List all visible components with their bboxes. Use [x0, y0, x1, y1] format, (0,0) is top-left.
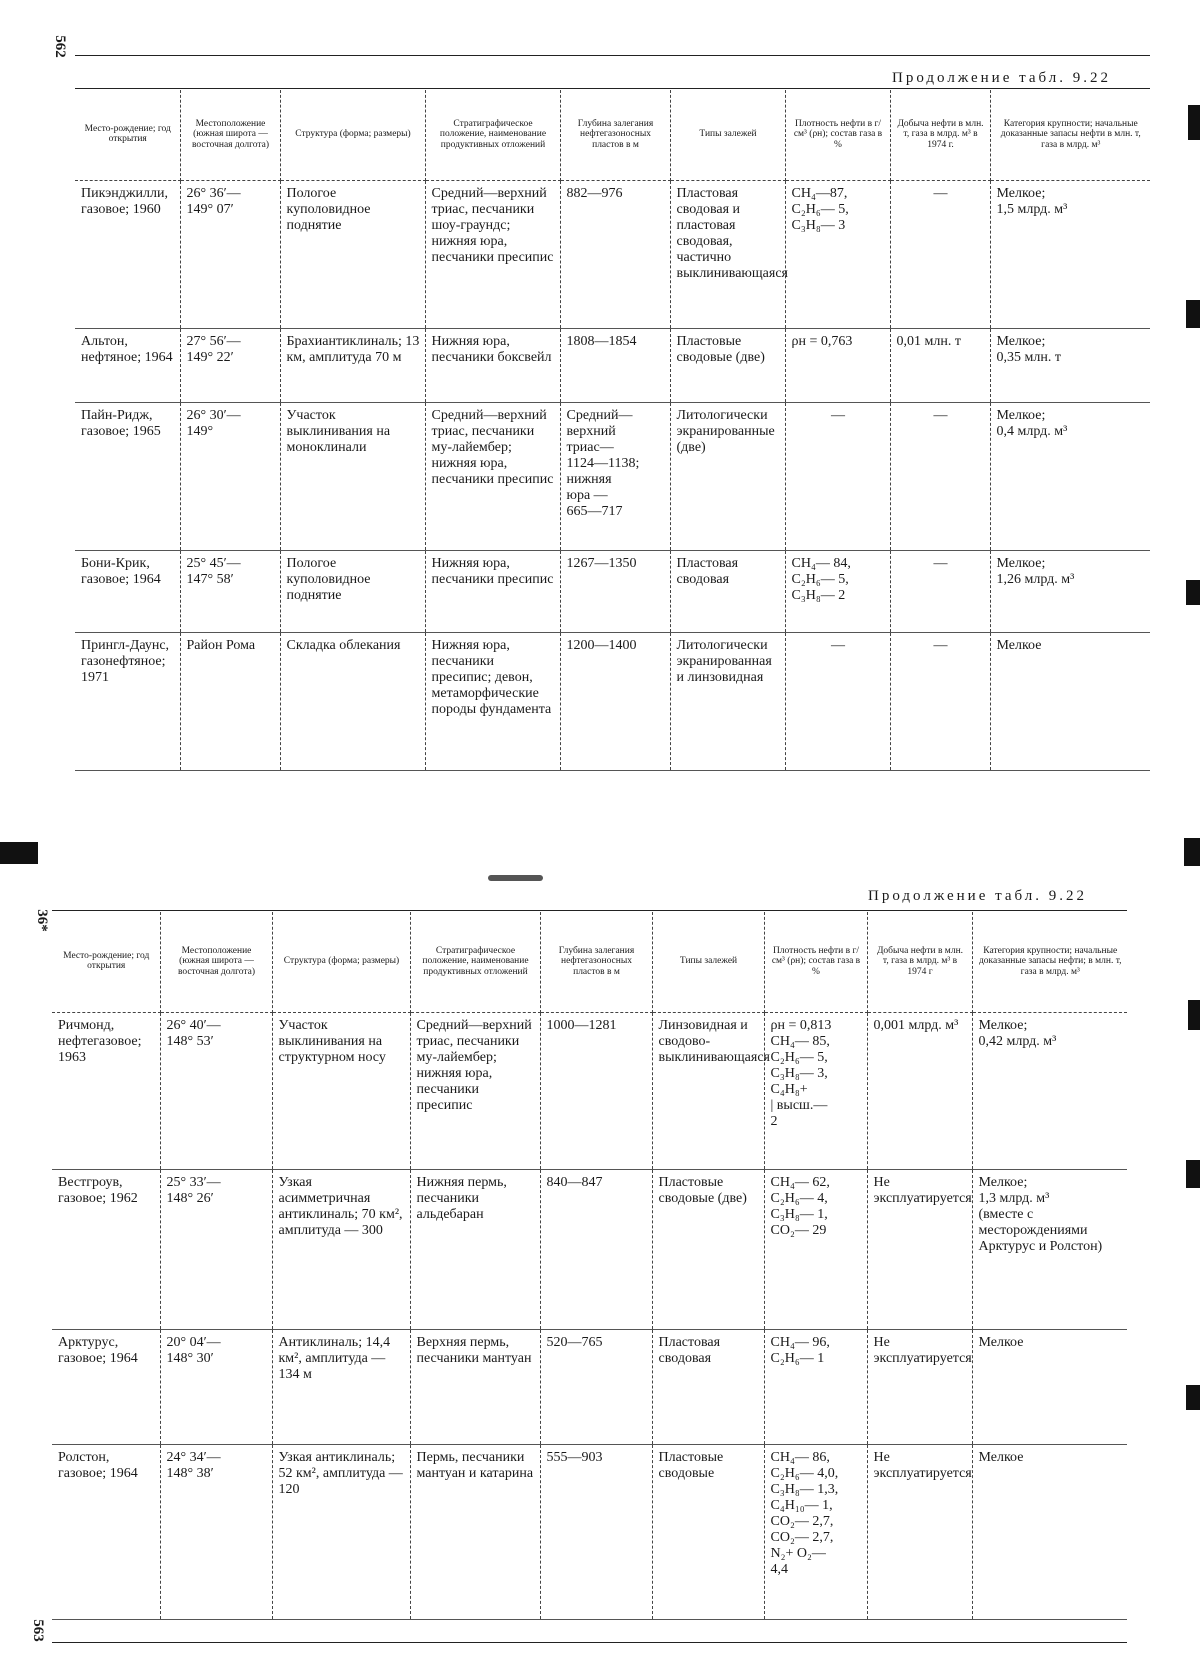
cell-stratigraphy: Нижняя пермь, песчаники альдебаран	[410, 1169, 540, 1329]
header-depth: Глубина залегания нефтегазоносных пластов в м	[560, 90, 670, 180]
table-row	[75, 328, 1150, 402]
table-header-row	[52, 912, 1127, 1012]
oil-gas-fields-table-top	[75, 90, 1150, 771]
cell-depth: 520—765	[540, 1329, 652, 1444]
signature-mark: 36*	[33, 909, 50, 932]
cell-deposit-type: Пластовая сводовая	[670, 550, 785, 632]
page-number: 563	[29, 1619, 46, 1642]
table-row	[52, 1444, 1127, 1619]
cell-field: Бони-Крик, газовое; 1964	[75, 550, 180, 632]
cell-production: 0,01 млн. т	[890, 328, 990, 402]
cell-deposit-type: Пластовые сводовые	[652, 1444, 764, 1619]
cell-depth: 555—903	[540, 1444, 652, 1619]
cell-field: Пикэнджилли, газовое; 1960	[75, 180, 180, 328]
cell-structure: Антиклиналь; 14,4 км², амплитуда — 134 м	[272, 1329, 410, 1444]
cell-deposit-type: Пластовая сводовая и пластовая сводовая, частично выклинивающаяся	[670, 180, 785, 328]
header-density-composition: Плотность нефти в г/см³ (ρн); состав газа в %	[764, 912, 867, 1012]
cell-production: Не эксплуатируется	[867, 1444, 972, 1619]
bottom-rule	[52, 1642, 1127, 1643]
scan-edge-mark	[1186, 1160, 1200, 1188]
cell-depth: 1267—1350	[560, 550, 670, 632]
header-deposit-types: Типы залежей	[652, 912, 764, 1012]
cell-size-category: Мелкое	[972, 1444, 1127, 1619]
cell-depth: 840—847	[540, 1169, 652, 1329]
cell-production: —	[890, 180, 990, 328]
table-continuation-caption: Продолжение табл. 9.22	[892, 70, 1111, 86]
cell-field: Альтон, нефтяное; 1964	[75, 328, 180, 402]
cell-density: —	[785, 632, 890, 770]
table-row	[52, 1012, 1127, 1169]
cell-production: —	[890, 402, 990, 550]
table-row	[75, 550, 1150, 632]
cell-location: 25° 45′— 147° 58′	[180, 550, 280, 632]
cell-production: Не эксплуатируется	[867, 1329, 972, 1444]
cell-structure: Узкая антиклиналь; 52 км², амплитуда — 120	[272, 1444, 410, 1619]
cell-size-category: Мелкое; 1,3 млрд. м³ (вместе с месторождениями Арктурус и Ролстон)	[972, 1169, 1127, 1329]
table-row	[75, 402, 1150, 550]
cell-deposit-type: Пластовые сводовые (две)	[652, 1169, 764, 1329]
cell-location: 20° 04′— 148° 30′	[160, 1329, 272, 1444]
cell-deposit-type: Пластовая сводовая	[652, 1329, 764, 1444]
table-continuation-caption: Продолжение табл. 9.22	[868, 888, 1087, 904]
header-location: Местоположение (южная широта — восточная долгота)	[160, 912, 272, 1012]
table-row	[75, 180, 1150, 328]
cell-location: 27° 56′— 149° 22′	[180, 328, 280, 402]
cell-deposit-type: Линзовидная и сводово-выклинивающаяся	[652, 1012, 764, 1169]
cell-density: ρн = 0,763	[785, 328, 890, 402]
cell-stratigraphy: Средний—верхний триас, песчаники шоу-граундс; нижняя юра, песчаники пресипис	[425, 180, 560, 328]
cell-location: 25° 33′— 148° 26′	[160, 1169, 272, 1329]
cell-stratigraphy: Средний—верхний триас, песчаники му-лайембер; нижняя юра, песчаники пресипис	[410, 1012, 540, 1169]
cell-depth: 1808—1854	[560, 328, 670, 402]
scan-binding-shadow	[0, 842, 38, 864]
cell-location: 26° 30′— 149°	[180, 402, 280, 550]
cell-size-category: Мелкое	[990, 632, 1150, 770]
cell-production: 0,001 млрд. м³	[867, 1012, 972, 1169]
header-rule	[75, 88, 1150, 89]
cell-structure: Участок выклинивания на структурном носу	[272, 1012, 410, 1169]
cell-structure: Складка облекания	[280, 632, 425, 770]
cell-stratigraphy: Средний—верхний триас, песчаники му-лайембер; нижняя юра, песчаники пресипис	[425, 402, 560, 550]
table-header-row	[75, 90, 1150, 180]
cell-field: Ролстон, газовое; 1964	[52, 1444, 160, 1619]
cell-density: —	[785, 402, 890, 550]
oil-gas-fields-table-bottom	[52, 912, 1127, 1620]
top-rule	[75, 55, 1150, 56]
table-row	[52, 1169, 1127, 1329]
scan-edge-mark	[1184, 838, 1200, 866]
cell-production: —	[890, 550, 990, 632]
cell-structure: Пологое куполовидное поднятие	[280, 550, 425, 632]
cell-density: CH₄— 62, C₂H₆— 4, C₃H₈— 1, CO₂— 29	[764, 1169, 867, 1329]
cell-density: CH₄— 86, C₂H₆— 4,0, C₃H₈— 1,3, C₄H₁₀— 1, CO₂— 2,7, CO₂— 2,7, N₂+ O₂— 4,4	[764, 1444, 867, 1619]
cell-depth: 882—976	[560, 180, 670, 328]
cell-density: CH₄—87, C₂H₆— 5, C₃H₈— 3	[785, 180, 890, 328]
cell-size-category: Мелкое; 0,42 млрд. м³	[972, 1012, 1127, 1169]
cell-location: 26° 40′— 148° 53′	[160, 1012, 272, 1169]
cell-structure: Пологое куполовидное поднятие	[280, 180, 425, 328]
header-field: Место-рождение; год открытия	[75, 90, 180, 180]
header-production: Добыча нефти в млн. т, газа в млрд. м³ в 1974 г	[867, 912, 972, 1012]
header-size-category: Категория крупности; начальные доказанные запасы нефти; в млн. т, газа в млрд. м³	[972, 912, 1127, 1012]
scan-edge-mark	[1186, 580, 1200, 605]
scan-edge-mark	[1186, 1385, 1200, 1410]
page-number: 562	[51, 35, 68, 58]
cell-field: Вестгроув, газовое; 1962	[52, 1169, 160, 1329]
cell-depth: 1200—1400	[560, 632, 670, 770]
table-row	[52, 1329, 1127, 1444]
cell-field: Пайн-Ридж, газовое; 1965	[75, 402, 180, 550]
header-structure: Структура (форма; размеры)	[272, 912, 410, 1012]
header-rule	[52, 910, 1127, 911]
header-field: Место-рождение; год открытия	[52, 912, 160, 1012]
cell-stratigraphy: Нижняя юра, песчаники пресипис	[425, 550, 560, 632]
header-location: Местоположение (южная широта — восточная долгота)	[180, 90, 280, 180]
scan-edge-mark	[1188, 1000, 1200, 1030]
cell-production: —	[890, 632, 990, 770]
cell-depth: 1000—1281	[540, 1012, 652, 1169]
cell-deposit-type: Литологически экранированные (две)	[670, 402, 785, 550]
cell-density: CH₄— 84, C₂H₆— 5, C₃H₈— 2	[785, 550, 890, 632]
cell-deposit-type: Пластовые сводовые (две)	[670, 328, 785, 402]
scan-edge-mark	[1186, 300, 1200, 328]
header-depth: Глубина залегания нефтегазоносных пластов в м	[540, 912, 652, 1012]
cell-size-category: Мелкое; 0,4 млрд. м³	[990, 402, 1150, 550]
cell-size-category: Мелкое; 1,5 млрд. м³	[990, 180, 1150, 328]
cell-location: Район Рома	[180, 632, 280, 770]
cell-stratigraphy: Пермь, песчаники мантуан и катарина	[410, 1444, 540, 1619]
cell-location: 24° 34′— 148° 38′	[160, 1444, 272, 1619]
cell-structure: Узкая асимметричная антиклиналь; 70 км², амплитуда — 300	[272, 1169, 410, 1329]
cell-stratigraphy: Нижняя юра, песчаники боксвейл	[425, 328, 560, 402]
cell-location: 26° 36′— 149° 07′	[180, 180, 280, 328]
cell-structure: Участок выклинивания на моноклинали	[280, 402, 425, 550]
header-deposit-types: Типы залежей	[670, 90, 785, 180]
cell-size-category: Мелкое	[972, 1329, 1127, 1444]
cell-stratigraphy: Нижняя юра, песчаники пресипис; девон, метаморфические породы фундамента	[425, 632, 560, 770]
header-stratigraphy: Стратиграфическое положение, наименование продуктивных отложений	[425, 90, 560, 180]
cell-density: CH₄— 96, C₂H₆— 1	[764, 1329, 867, 1444]
cell-field: Арктурус, газовое; 1964	[52, 1329, 160, 1444]
header-stratigraphy: Стратиграфическое положение, наименование продуктивных отложений	[410, 912, 540, 1012]
cell-size-category: Мелкое; 1,26 млрд. м³	[990, 550, 1150, 632]
table-row	[75, 632, 1150, 770]
cell-field: Прингл-Даунс, газонефтяное; 1971	[75, 632, 180, 770]
cell-stratigraphy: Верхняя пермь, песчаники мантуан	[410, 1329, 540, 1444]
header-production: Добыча нефти в млн. т, газа в млрд. м³ в 1974 г.	[890, 90, 990, 180]
header-density-composition: Плотность нефти в г/см³ (ρн); состав газа в %	[785, 90, 890, 180]
header-structure: Структура (форма; размеры)	[280, 90, 425, 180]
cell-density: ρн = 0,813 CH₄— 85, C₂H₆— 5, C₃H₈— 3, C₄H₈+ | высш.— 2	[764, 1012, 867, 1169]
cell-production: Не эксплуатируется	[867, 1169, 972, 1329]
scan-smudge	[488, 875, 543, 881]
cell-field: Ричмонд, нефтегазовое; 1963	[52, 1012, 160, 1169]
cell-size-category: Мелкое; 0,35 млн. т	[990, 328, 1150, 402]
scan-edge-mark	[1188, 105, 1200, 140]
cell-depth: Средний— верхний триас— 1124—1138; нижняя юра — 665—717	[560, 402, 670, 550]
header-size-category: Категория крупности; начальные доказанные запасы нефти в млн. т, газа в млрд. м³	[990, 90, 1150, 180]
cell-deposit-type: Литологически экранированная и линзовидная	[670, 632, 785, 770]
cell-structure: Брахиантиклиналь; 13 км, амплитуда 70 м	[280, 328, 425, 402]
